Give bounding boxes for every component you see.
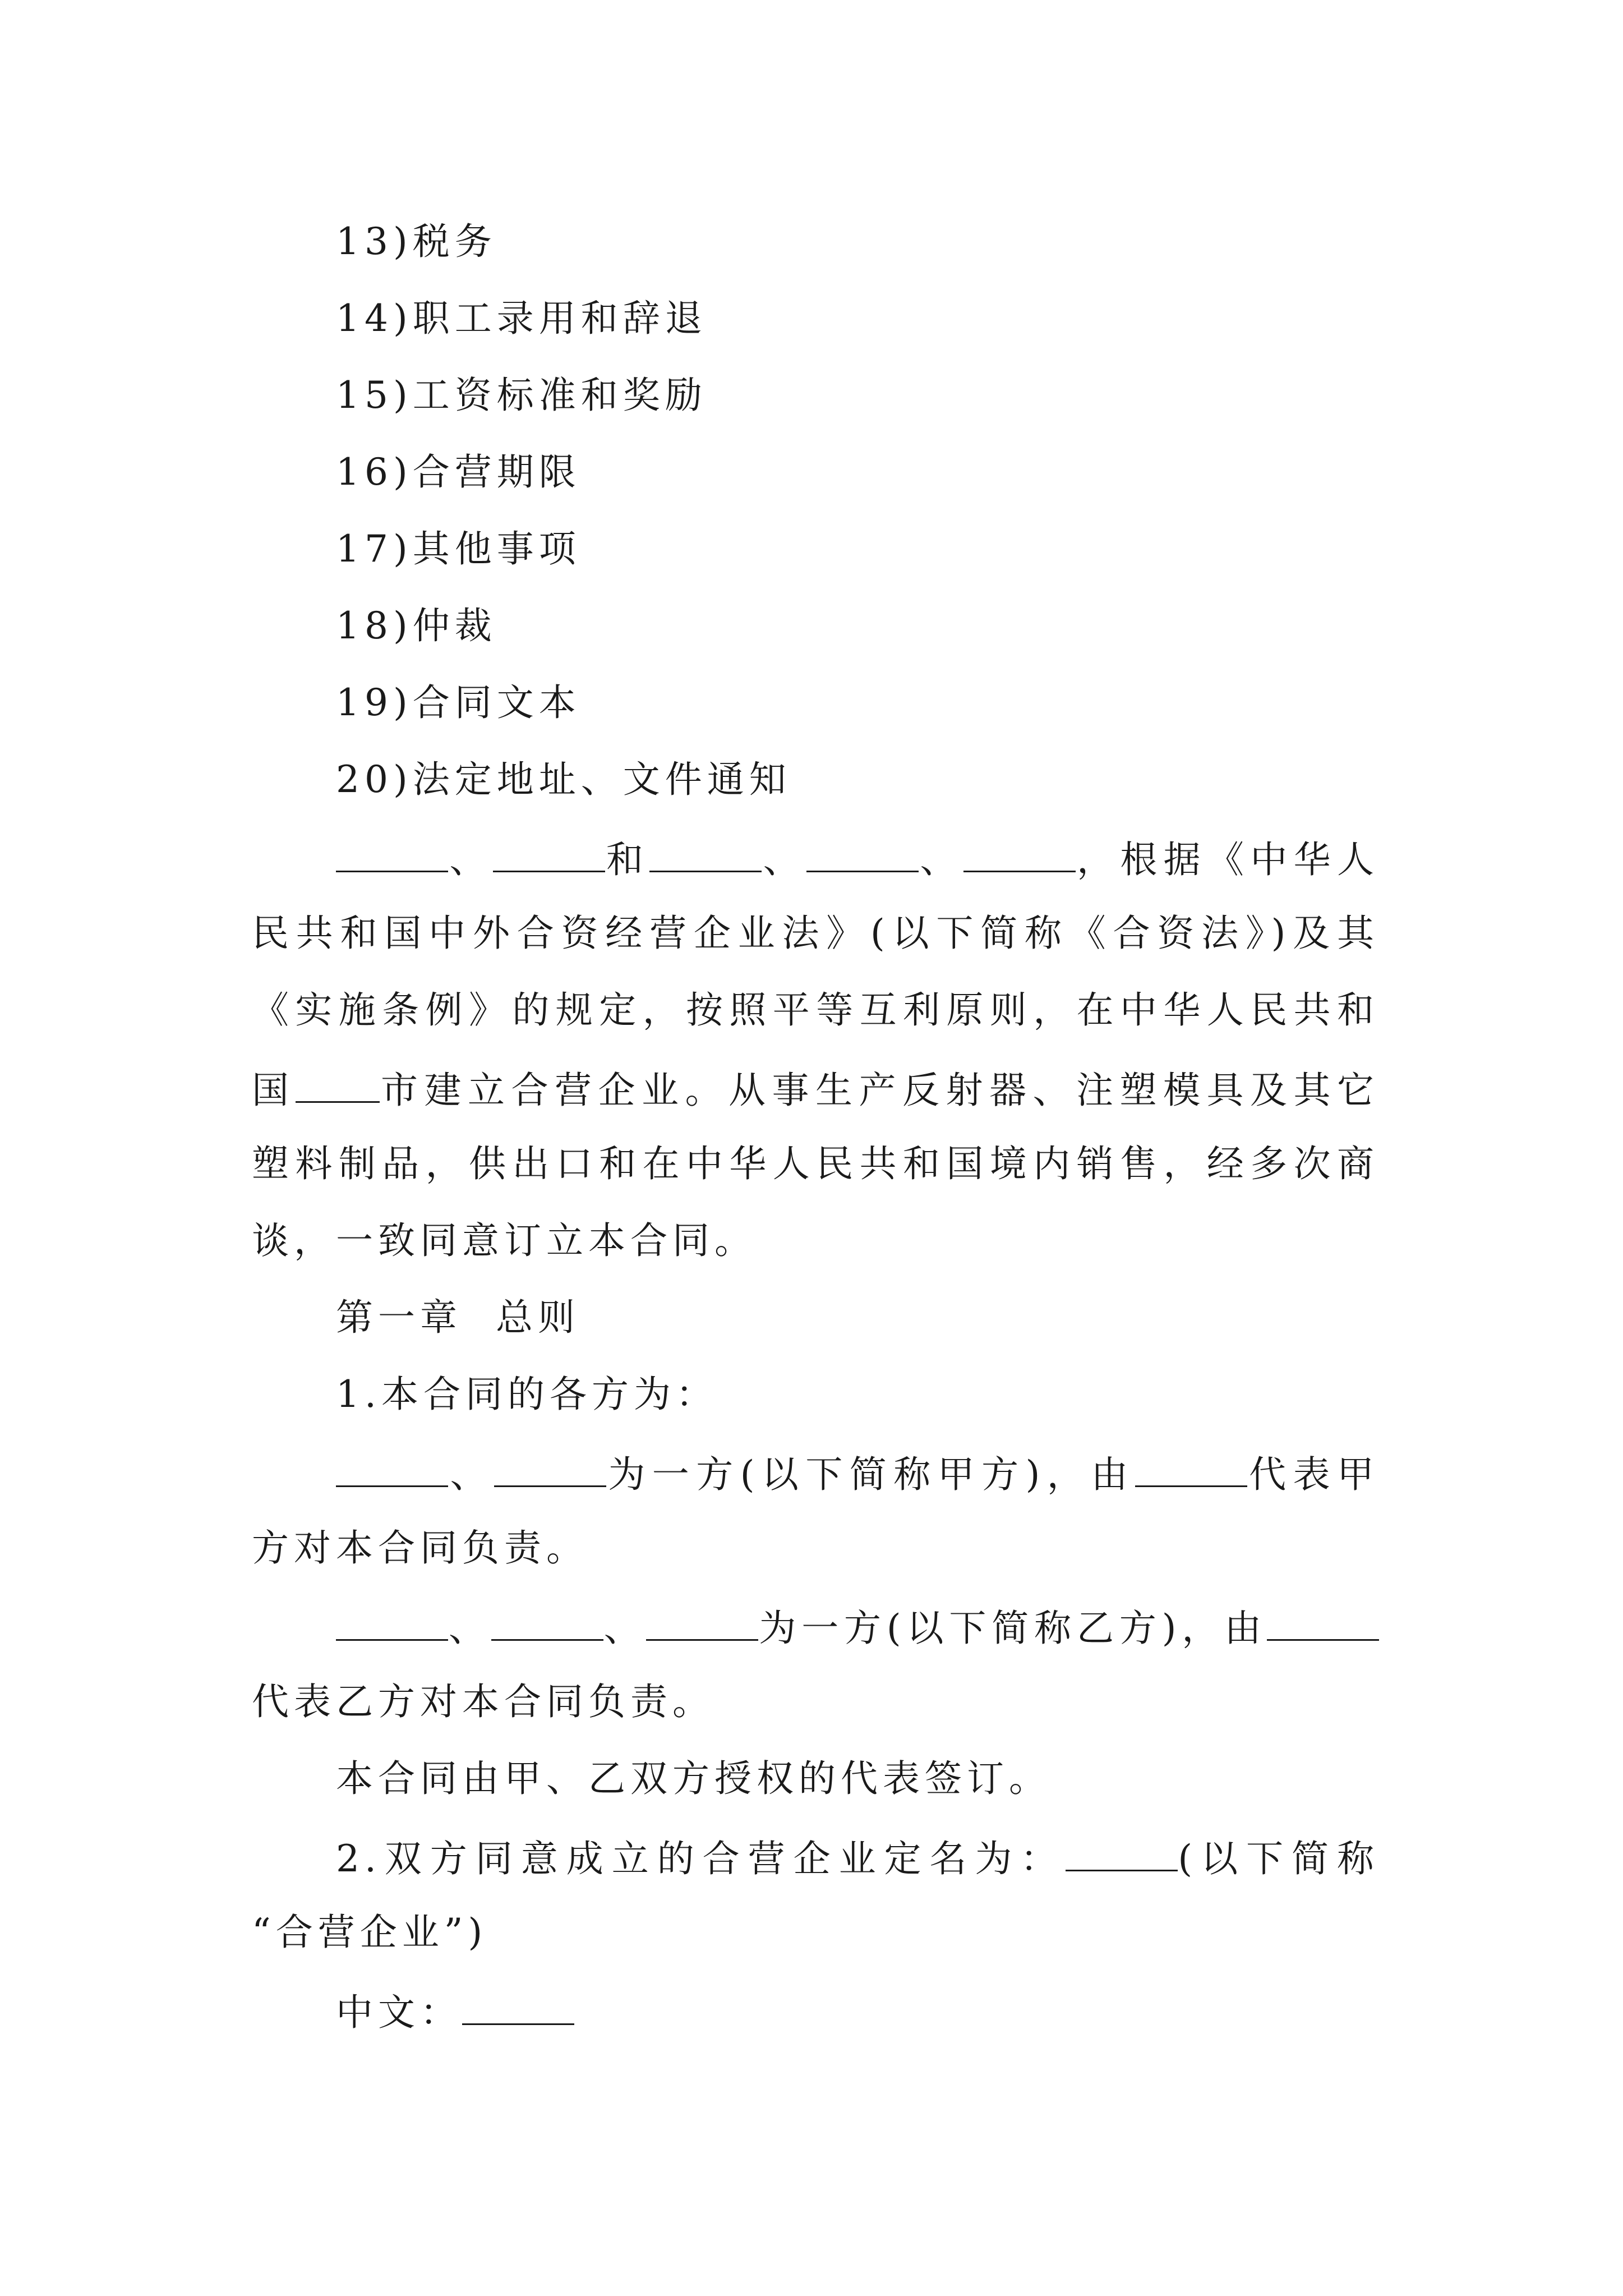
fill-blank — [646, 1607, 758, 1641]
list-item: 17)其他事项 — [336, 527, 581, 570]
fill-blank — [493, 838, 605, 872]
party-b-line: 代表乙方对本合同负责。 — [252, 1680, 714, 1723]
signing-line: 本合同由甲、乙双方授权的代表签订。 — [336, 1757, 1051, 1800]
party-a-line: 方对本合同负责。 — [252, 1526, 588, 1570]
list-item: 14)职工录用和辞退 — [336, 297, 707, 340]
preamble-line: 《实施条例》的规定，按照平等互利原则，在中华人民共和 — [252, 988, 1379, 1032]
fill-blank — [336, 1607, 448, 1641]
fill-blank — [491, 1607, 603, 1641]
clause-2-line: 2.双方同意成立的合营企业定名为： (以下简称 — [336, 1837, 1379, 1880]
preamble-line: 国 市建立合营企业。从事生产反射器、注塑模具及其它 — [252, 1069, 1379, 1112]
preamble-line: 谈，一致同意订立本合同。 — [252, 1219, 757, 1262]
fill-blank — [1135, 1453, 1247, 1487]
preamble-line: 塑料制品，供出口和在中华人民共和国境内销售，经多次商 — [252, 1142, 1379, 1185]
fill-blank — [1066, 1837, 1178, 1871]
list-item: 13)税务 — [336, 220, 497, 263]
clause-2-line: “合营企业”) — [252, 1911, 488, 1954]
list-item: 15)工资标准和奖励 — [336, 374, 707, 417]
list-item: 20)法定地址、文件通知 — [336, 758, 791, 801]
list-item: 16)合营期限 — [336, 450, 581, 494]
list-item: 18)仲裁 — [336, 604, 497, 647]
clause-title: 1.本合同的各方为： — [336, 1373, 718, 1416]
party-a-line: 、 为一方(以下简称甲方)，由 代表甲 — [336, 1453, 1379, 1493]
fill-blank — [462, 1991, 574, 2025]
party-b-line: 、 、 为一方(以下简称乙方)，由 — [336, 1607, 1379, 1647]
fill-blank — [494, 1453, 606, 1487]
list-item: 19)合同文本 — [336, 681, 581, 724]
fill-blank — [649, 838, 762, 872]
chinese-name-line: 中文： — [336, 1991, 574, 2031]
fill-blank — [963, 838, 1076, 872]
fill-blank — [336, 1453, 448, 1487]
fill-blank — [296, 1069, 380, 1103]
preamble-line: 民共和国中外合资经营企业法》(以下简称《合资法》)及其 — [252, 912, 1379, 955]
preamble-line: 、 和 、 、 ，根据《中华人 — [336, 838, 1379, 878]
fill-blank — [1267, 1607, 1379, 1641]
fill-blank — [806, 838, 919, 872]
fill-blank — [336, 838, 448, 872]
chapter-heading: 第一章 总则 — [336, 1296, 580, 1339]
